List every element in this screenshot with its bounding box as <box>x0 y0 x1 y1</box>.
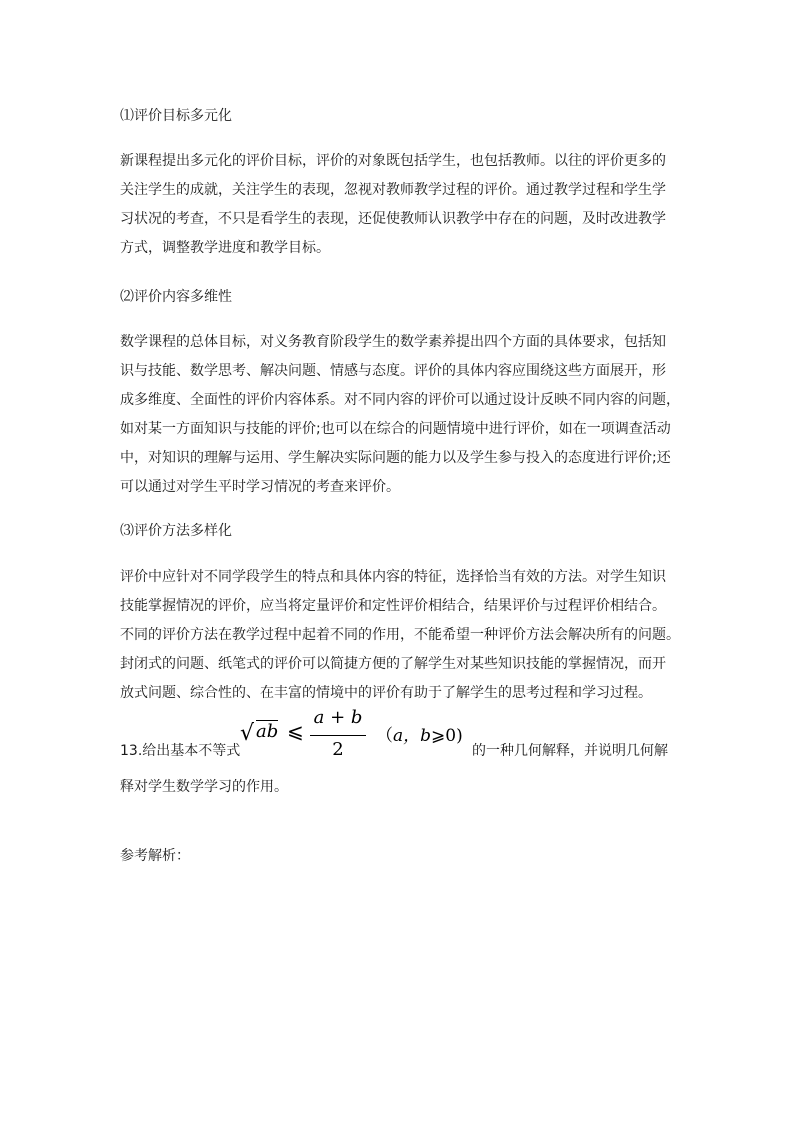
paragraph-line: 可以通过对学生平时学习情况的考查来评价。 <box>120 479 400 495</box>
section-heading-2: ⑵评价内容多维性 <box>120 289 232 305</box>
formula-condition: （a，b⩾0) <box>376 726 463 746</box>
fraction-bar <box>310 735 366 736</box>
sqrt-sign: √ <box>240 721 255 746</box>
paragraph-line: 习状况的考查，不只是看学生的表现，还促使教师认识教学中存在的问题，及时改进教学 <box>120 211 666 227</box>
formula-relation: ⩽ <box>287 719 304 743</box>
section-paragraph-3 <box>120 563 680 708</box>
paragraph-line: 放式问题、综合性的、在丰富的情境中的评价有助于了解学生的思考过程和学习过程。 <box>120 685 652 701</box>
paragraph-line: 中，对知识的理解与运用、学生解决实际问题的能力以及学生参与投入的态度进行评价;还 <box>120 450 671 466</box>
paragraph-line: 封闭式的问题、纸笔式的评价可以简捷方便的了解学生对某些知识技能的掌握情况，而开 <box>120 656 666 672</box>
paragraph-line: 识与技能、数学思考、解决问题、情感与态度。评价的具体内容应围绕这些方面展开，形 <box>120 363 666 379</box>
paragraph-line: 不同的评价方法在教学过程中起着不同的作用，不能希望一种评价方法会解决所有的问题。 <box>120 627 680 643</box>
section-paragraph-2 <box>120 328 680 502</box>
paragraph-line: 新课程提出多元化的评价目标，评价的对象既包括学生，也包括教师。以往的评价更多的 <box>120 153 666 169</box>
question-13-suffix-wrap <box>472 740 692 760</box>
formula-denominator: 2 <box>332 739 344 760</box>
inequality-formula <box>238 707 472 765</box>
question-13-suffix: 的一种几何解释，并说明几何解 <box>472 743 668 759</box>
paragraph-line: 关注学生的成就，关注学生的表现，忽视对教师教学过程的评价。通过教学过程和学生学 <box>120 182 666 198</box>
section-heading-1: ⑴评价目标多元化 <box>120 108 232 124</box>
paragraph-line: 数学课程的总体目标，对义务教育阶段学生的数学素养提出四个方面的具体要求，包括知 <box>120 334 666 350</box>
paragraph-line: 评价中应针对不同学段学生的特点和具体内容的特征，选择恰当有效的方法。对学生知识 <box>120 569 666 585</box>
formula-numerator: a + b <box>313 707 363 728</box>
question-13-line-2: 释对学生数学学习的作用。 <box>120 779 288 795</box>
section-heading-3: ⑶评价方法多样化 <box>120 523 232 539</box>
paragraph-line: 如对某一方面知识与技能的评价;也可以在综合的问题情境中进行评价，如在一项调查活动 <box>120 421 671 437</box>
paragraph-line: 成多维度、全面性的评价内容体系。对不同内容的评价可以通过设计反映不同内容的问题， <box>120 392 680 408</box>
question-13-prefix: 13.给出基本不等式 <box>120 743 241 759</box>
paragraph-line: 方式，调整教学进度和教学目标。 <box>120 240 330 256</box>
answer-label: 参考解析： <box>120 848 190 864</box>
paragraph-line: 技能掌握情况的评价，应当将定量评价和定性评价相结合，结果评价与过程评价相结合。 <box>120 598 666 614</box>
formula-radicand: ab <box>256 721 279 742</box>
section-paragraph-1 <box>120 147 680 263</box>
